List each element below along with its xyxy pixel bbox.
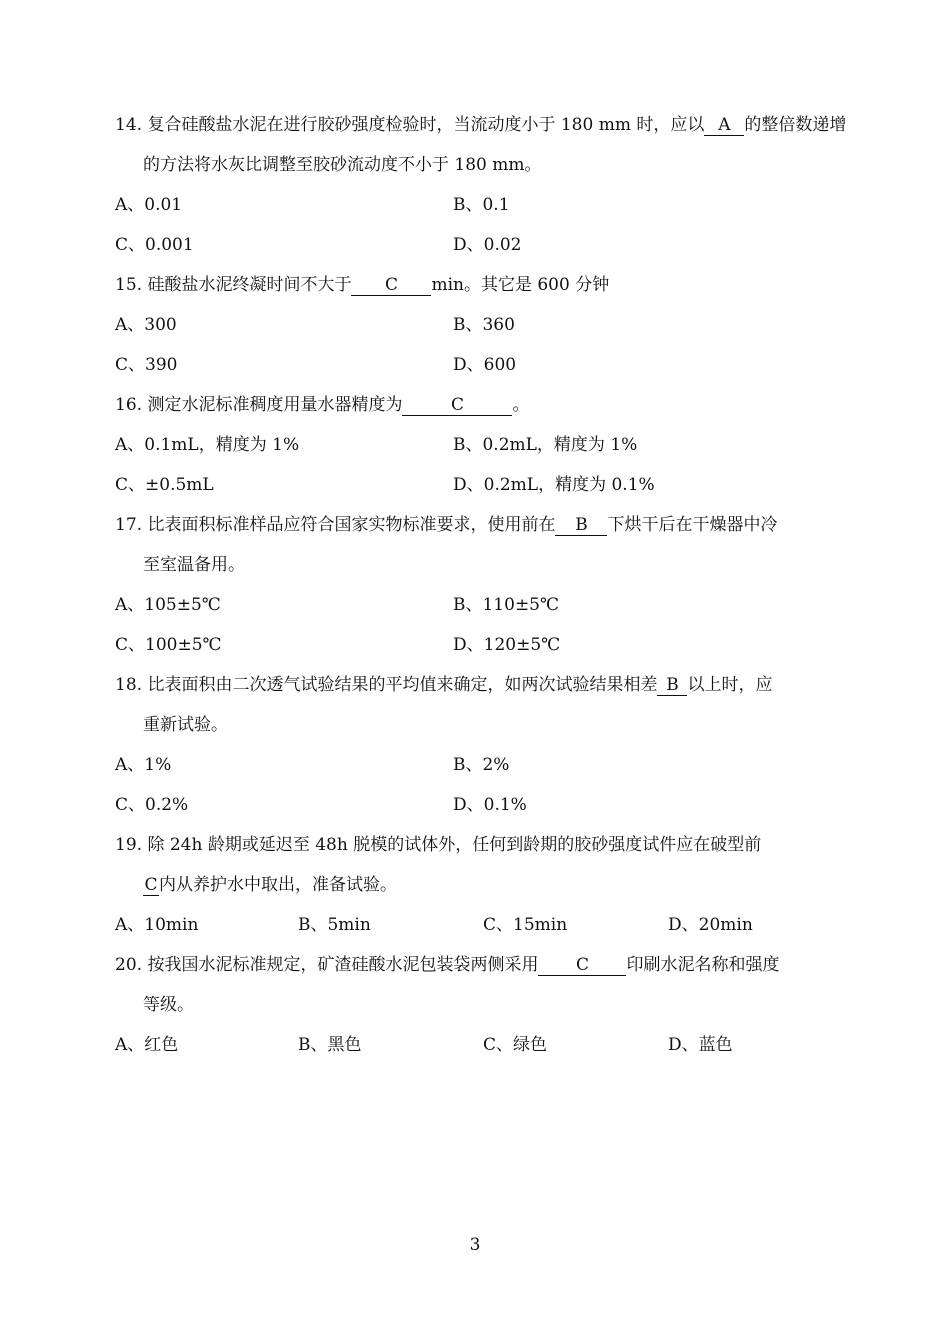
option-d: D、20min (668, 915, 753, 935)
option-a: A、0.01 (115, 195, 183, 215)
option-a: A、0.1mL，精度为 1% (115, 435, 300, 455)
question-number: 17. (115, 515, 143, 535)
question-number: 14. (115, 115, 143, 135)
option-d: D、蓝色 (668, 1035, 733, 1055)
option-a: A、10min (115, 915, 199, 935)
question-number: 18. (115, 675, 143, 695)
question-text: 。 (512, 395, 530, 415)
page-number: 3 (469, 1235, 481, 1255)
question-text: 比表面积标准样品应符合国家实物标准要求，使用前在 (147, 515, 556, 535)
question-text: 下烘干后在干燥器中冷 (607, 515, 778, 535)
option-b: B、黑色 (298, 1035, 362, 1055)
option-d: D、0.02 (453, 235, 522, 255)
question-14-line-1 (115, 113, 846, 137)
question-text: 的整倍数递增 (744, 115, 847, 135)
question-number: 16. (115, 395, 143, 415)
question-text: 除 24h 龄期或延迟至 48h 脱模的试体外，任何到龄期的胶砂强度试件应在破型前 (147, 835, 762, 855)
question-number: 19. (115, 835, 143, 855)
question-20-line-2: 等级。 (143, 995, 194, 1015)
option-c: C、15min (483, 915, 568, 935)
answer-blank: C (402, 395, 512, 416)
option-c: C、绿色 (483, 1035, 548, 1055)
question-text: 测定水泥标准稠度用量水器精度为 (147, 395, 403, 415)
question-18-line-1 (115, 673, 772, 697)
option-a: A、1% (115, 755, 172, 775)
question-text: 印刷水泥名称和强度 (626, 955, 780, 975)
option-c: C、0.001 (115, 235, 194, 255)
option-b: B、0.2mL，精度为 1% (453, 435, 638, 455)
question-18-line-2: 重新试验。 (143, 715, 228, 735)
answer-blank: C (144, 875, 158, 895)
question-text: 复合硅酸盐水泥在进行胶砂强度检验时，当流动度小于 180 mm 时，应以 (147, 115, 705, 135)
question-number: 20. (115, 955, 143, 975)
option-a: A、300 (115, 315, 177, 335)
answer-blank: C (351, 275, 431, 296)
option-c: C、±0.5mL (115, 475, 214, 495)
question-17-line-1 (115, 513, 777, 537)
option-b: B、0.1 (453, 195, 510, 215)
answer-blank: B (555, 515, 607, 536)
answer-blank: C (538, 955, 626, 976)
question-15-line-1 (115, 273, 609, 297)
question-text: 硅酸盐水泥终凝时间不大于 (147, 275, 352, 295)
question-text: 以上时，应 (687, 675, 773, 695)
question-19-line-1 (115, 833, 761, 857)
option-d: D、0.2mL，精度为 0.1% (453, 475, 655, 495)
question-19-line-2 (143, 873, 397, 897)
answer-blank: A (704, 115, 744, 136)
option-c: C、390 (115, 355, 178, 375)
option-d: D、600 (453, 355, 517, 375)
option-c: C、0.2% (115, 795, 189, 815)
question-text: 内从养护水中取出，准备试验。 (159, 875, 397, 895)
question-16-line-1 (115, 393, 529, 417)
option-d: D、0.1% (453, 795, 527, 815)
answer-blank: B (657, 675, 687, 696)
question-text: min。其它是 600 分钟 (431, 275, 610, 295)
option-d: D、120±5℃ (453, 635, 561, 655)
option-b: B、110±5℃ (453, 595, 560, 615)
question-14-line-2: 的方法将水灰比调整至胶砂流动度不小于 180 mm。 (143, 155, 542, 175)
question-number: 15. (115, 275, 143, 295)
option-b: B、2% (453, 755, 510, 775)
question-text: 按我国水泥标准规定，矿渣硅酸水泥包装袋两侧采用 (147, 955, 539, 975)
question-20-line-1 (115, 953, 779, 977)
option-b: B、360 (453, 315, 515, 335)
option-a: A、红色 (115, 1035, 179, 1055)
option-a: A、105±5℃ (115, 595, 221, 615)
question-text: 比表面积由二次透气试验结果的平均值来确定，如两次试验结果相差 (147, 675, 658, 695)
option-b: B、5min (298, 915, 371, 935)
option-c: C、100±5℃ (115, 635, 222, 655)
question-17-line-2: 至室温备用。 (143, 555, 245, 575)
